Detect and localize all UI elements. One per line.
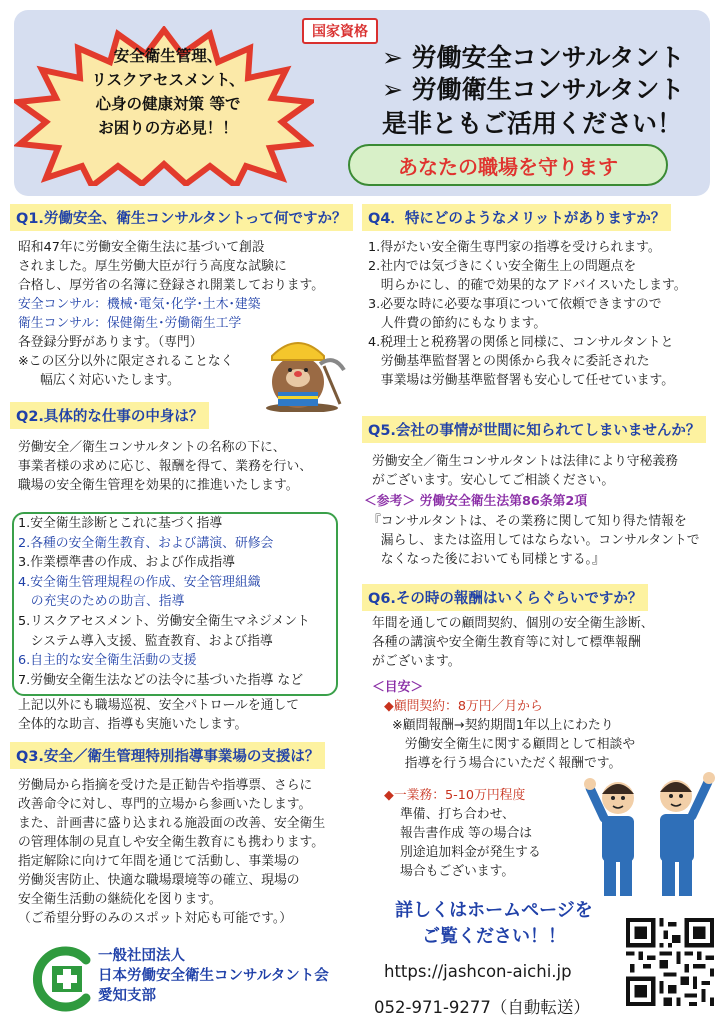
tagline-pill (348, 144, 668, 186)
cta-line: 詳しくはホームページを (395, 900, 593, 921)
q2-line: 労働安全／衛生コンサルタントの名称の下に、 (18, 440, 286, 455)
q2-heading: Q2.具体的な仕事の中身は？ (10, 402, 209, 429)
q4-line: 明らかにし、的確で効果的なアドバイスいたします。 (368, 278, 687, 293)
q4-body (368, 238, 687, 390)
org-line: 愛知支部 (98, 988, 156, 1004)
q3-body (18, 776, 325, 928)
q2-intro (18, 438, 312, 495)
headline-health: ➢ 労働衛生コンサルタント (382, 75, 685, 104)
homepage-cta (374, 898, 614, 950)
q2-service-item: 5.リスクアセスメント、労働安全衛生マネジメント (18, 613, 310, 629)
org-line: 日本労働安全衛生コンサルタント会 (98, 968, 329, 984)
q3-line: 改善命令に対し、専門的立場から参画いたします。 (18, 797, 312, 812)
q1-note: ※この区分以外に限定されることなく (18, 354, 234, 369)
q4-line: 人件費の節約にもなります。 (368, 316, 547, 331)
burst-line: 心身の健康対策 等で (95, 95, 241, 113)
q6-single-note: 別途追加料金が発生する (400, 845, 541, 860)
q1-line: 合格し、厚労省の名簿に登録され開業しております。 (18, 278, 325, 293)
headline-safety: ➢ 労働安全コンサルタント (382, 43, 685, 72)
q6-single-notes (400, 805, 541, 881)
q6-single-note: 報告書作成 等の場合は (400, 826, 533, 841)
q2-service-item: 6.自主的な安全衛生活動の支援 (18, 653, 197, 669)
q1-health-fields: 衛生コンサル：保健衛生･労働衛生工学 (18, 316, 242, 331)
burst-line: リスクアセスメント、 (91, 71, 245, 89)
q2-service-item: 2.各種の安全衛生教育、および講演、研修会 (18, 535, 274, 551)
burst-line: お困りの方必見！！ (98, 119, 238, 137)
q3-line: （ご希望分野のみのスポット対応も可能です。） (18, 911, 293, 926)
q1-count: 各登録分野があります。（専門） (18, 335, 203, 350)
q1-line: されました。厚生労働大臣が行う高度な試験に (18, 259, 287, 274)
q2-after-line: 全体的な助言、指導も実施いたします。 (18, 717, 248, 732)
q2-service-item: の充実のための助言、指導 (18, 594, 185, 610)
q5-quote-line: 『コンサルタントは、その業務に関して知り得た情報を (368, 514, 687, 529)
q4-heading: Q4．特にどのようなメリットがありますか？ (362, 204, 671, 231)
q6-single-fee: ◆一業務：5-10万円程度 (384, 788, 526, 803)
q2-service-item: システム導入支援、監査教育、および指導 (18, 633, 273, 649)
q4-line: 2.社内では気づきにくい安全衛生上の問題点を (368, 259, 637, 274)
q3-line: また、計画書に盛り込まれる施設面の改善、安全衛生 (18, 816, 326, 831)
q5-line: がございます。安心してご相談ください。 (372, 473, 615, 488)
website-link[interactable]: https://jashcon-aichi.jp (384, 962, 572, 981)
q1-line: 昭和47年に労働安全衛生法に基づいて創設 (18, 240, 265, 255)
organization-name (98, 946, 329, 1006)
q5-quote-line: 漏らし、または盗用してはならない。コンサルタントで (368, 533, 700, 548)
q2-after-line: 上記以外にも職場巡視、安全パトロールを通して (18, 698, 300, 713)
q6-heading: Q6.その時の報酬はいくらぐらいですか？ (362, 584, 648, 611)
q2-service-item: 4.安全衛生管理規程の作成、安全管理組織 (18, 574, 261, 590)
q3-heading: Q3.安全／衛生管理特別指導事業場の支援は？ (10, 742, 325, 769)
q5-quote-line: なくなった後においても同様とする。』 (368, 552, 605, 567)
q2-services-list (18, 514, 310, 690)
tagline-text: あなたの職場を守ります (398, 154, 618, 179)
q6-advisory-note: 労働安全衛生に関する顧問として相談や (392, 737, 636, 752)
green-cross-logo-icon (28, 944, 98, 1014)
q3-line: 労働災害防止、快適な職場環境等の確立、現場の (18, 873, 300, 888)
q2-service-item: 1.安全衛生診断とこれに基づく指導 (18, 516, 223, 531)
q5-reference: ＜参考＞ 労働安全衛生法第86条第2項 (364, 494, 588, 509)
q1-note: 幅広く対応いたします。 (40, 373, 180, 388)
q4-line: 3.必要な時に必要な事項について依頼できますので (368, 297, 662, 312)
national-qualification-badge: 国家資格 (302, 18, 378, 44)
q6-single-note: 場合もございます。 (400, 864, 515, 879)
cta-line: ご覧ください！！ (422, 926, 566, 947)
q6-advisory-note: ※顧問報酬→契約期間1年以上にわたり (392, 718, 614, 733)
workers-illustration-icon (582, 760, 718, 900)
q6-line: 各種の講演や安全衛生教育等に対して標準報酬 (372, 635, 641, 650)
qr-code-icon[interactable] (626, 918, 714, 1006)
q4-line: 4.税理士と税務署の関係と同様に、コンサルタントと (368, 335, 674, 350)
q3-line: 労働局から指摘を受けた是正勧告や指導票、さらに (18, 778, 313, 793)
q4-line: 事業場は労働基準監督署も安心して任せています。 (368, 373, 675, 388)
q6-advisory-fee: ◆顧問契約：8万円／月から (384, 699, 543, 714)
q6-guide: ＜目安＞ (372, 680, 424, 695)
q1-heading: Q1.労働安全、衛生コンサルタントって何ですか？ (10, 204, 353, 231)
q5-body (372, 452, 678, 490)
burst-text (60, 44, 276, 140)
q3-line: 安全衛生活動の継続化を図ります。 (18, 892, 222, 907)
q5-quote (368, 512, 700, 569)
org-line: 一般社団法人 (98, 948, 185, 964)
q2-line: 事業者様の求めに応じ、報酬を得て、業務を行い、 (18, 459, 313, 474)
q6-advisory-note: 指導を行う場合にいただく報酬です。 (392, 756, 622, 771)
burst-line: 安全衛生管理、 (113, 47, 223, 65)
q6-line: がございます。 (372, 654, 461, 669)
headline-cta: 是非ともご活用ください！ (382, 109, 683, 138)
q5-line: 労働安全／衛生コンサルタントは法律により守秘義務 (372, 454, 678, 469)
q4-line: 労働基準監督署との関係から我々に委託された (368, 354, 650, 369)
q2-service-item: 7.労働安全衛生法などの法令に基づいた指導 など (18, 672, 304, 688)
q4-line: 1.得がたい安全衛生専門家の指導を受けられます。 (368, 240, 661, 255)
q6-line: 年間を通しての顧問契約、個別の安全衛生診断、 (372, 616, 654, 631)
q6-single-note: 準備、打ち合わせ、 (400, 807, 515, 822)
q2-service-item: 3.作業標準書の作成、および作成指導 (18, 555, 235, 571)
q2-line: 職場の安全衛生管理を効果的に推進いたします。 (18, 478, 299, 493)
q3-line: の管理体制の見直しや安全衛生教育にも携わります。 (18, 835, 325, 850)
q5-heading: Q5.会社の事情が世間に知られてしまいませんか？ (362, 416, 706, 443)
q2-after (18, 696, 299, 734)
q1-safety-fields: 安全コンサル：機械･電気･化学･土木･建築 (18, 297, 261, 312)
q3-line: 指定解除に向けて年間を通じて活動し、事業場の (18, 854, 300, 869)
q6-body (372, 614, 654, 671)
mole-worker-illustration-icon (262, 326, 346, 412)
phone-number: 052-971-9277（自動転送） (374, 998, 590, 1017)
